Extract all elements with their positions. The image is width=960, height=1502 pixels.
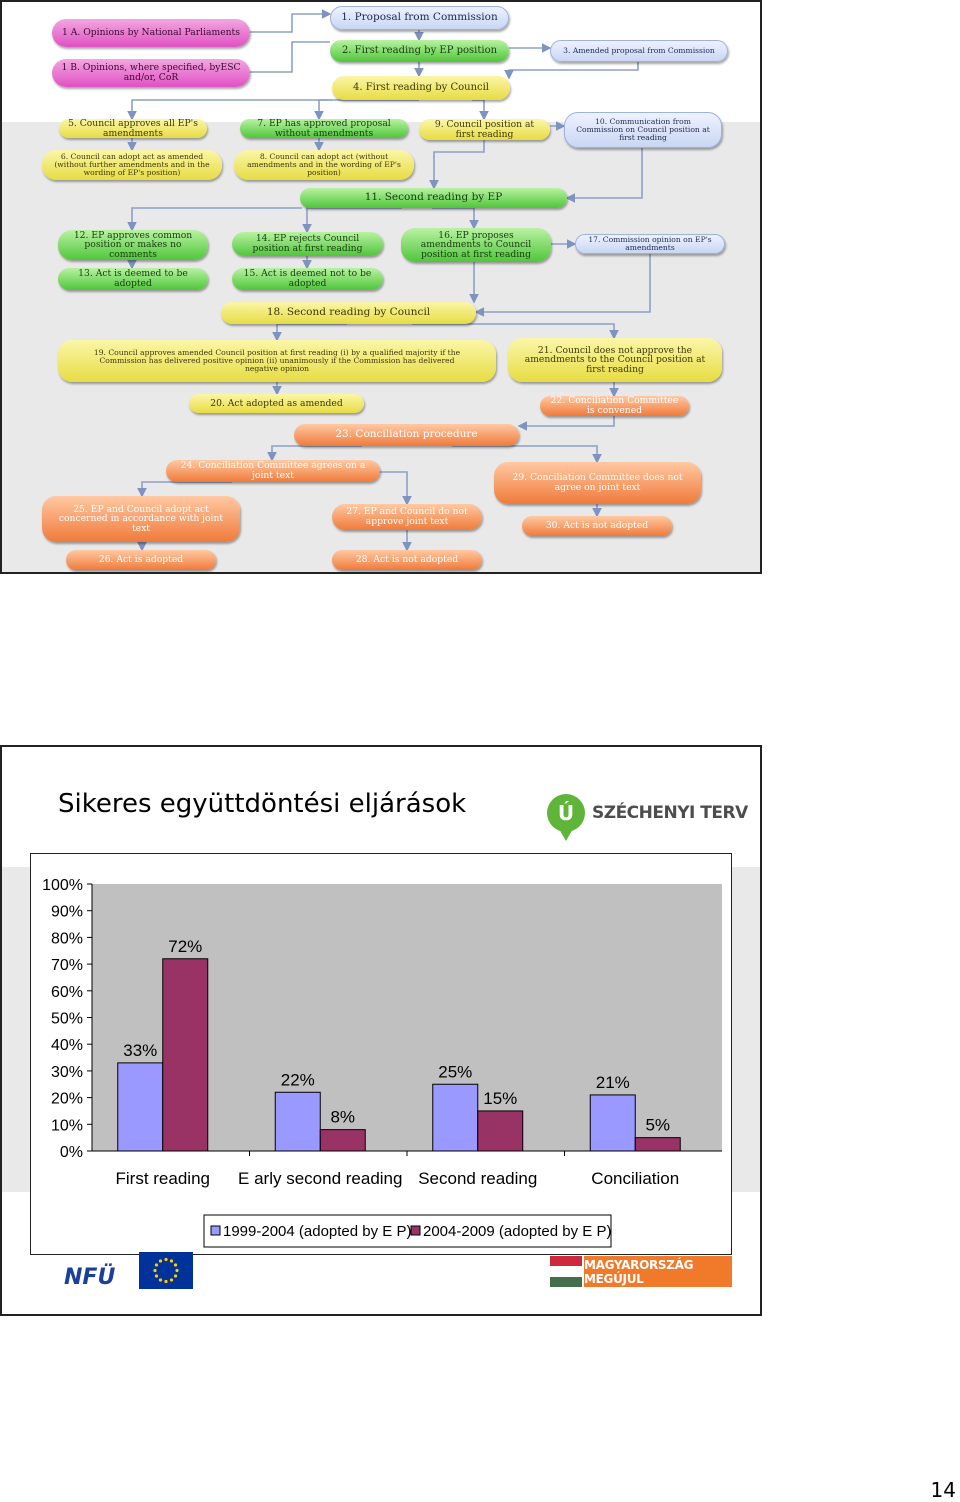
node-18: 18. Second reading by Council <box>221 302 476 324</box>
legend-swatch <box>211 1226 220 1235</box>
node-7: 7. EP has approved proposal without amendments <box>240 119 408 138</box>
node-14: 14. EP rejects Council position at first reading <box>232 232 383 256</box>
y-tick-label: 0% <box>59 1144 83 1161</box>
y-tick-label: 30% <box>50 1063 83 1081</box>
node-24: 24. Conciliation Committee agrees on a joint text <box>166 460 380 482</box>
chart-frame <box>30 853 732 1255</box>
x-category-label: E arly second reading <box>238 1169 403 1188</box>
y-tick-label: 90% <box>50 903 83 921</box>
y-tick-label: 10% <box>50 1117 83 1135</box>
node-9: 9. Council position at first reading <box>419 119 550 140</box>
bar-series2 <box>635 1138 680 1151</box>
bar-series1 <box>118 1063 163 1151</box>
bar-series2 <box>163 959 208 1151</box>
hungarian-flag-icon <box>550 1256 582 1287</box>
node-27: 27. EP and Council do not approve joint text <box>332 504 482 530</box>
node-21: 21. Council does not approve the amendments to the Council position at first reading <box>508 338 722 382</box>
legend-label: 1999-2004 (adopted by E P) <box>223 1223 412 1240</box>
node-30: 30. Act is not adopted <box>522 516 672 536</box>
node-4: 4. First reading by Council <box>332 76 510 100</box>
data-label: 72% <box>168 936 203 956</box>
node-1b: 1 B. Opinions, where specified, byESC and/or, CoR <box>52 59 250 87</box>
x-category-label: Conciliation <box>591 1169 680 1188</box>
node-11: 11. Second reading by EP <box>300 188 567 208</box>
node-3: 3. Amended proposal from Commission <box>550 40 728 62</box>
data-label: 33% <box>123 1040 158 1060</box>
node-5: 5. Council approves all EP's amendments <box>59 119 207 138</box>
eu-flag-icon <box>139 1252 193 1289</box>
chart-slide <box>0 745 762 1316</box>
bar-series1 <box>590 1095 635 1151</box>
magyarorszag-megujul-banner: MAGYARORSZÁG MEGÚJUL <box>584 1256 732 1287</box>
x-category-label: Second reading <box>418 1169 538 1188</box>
y-tick-label: 60% <box>50 983 83 1001</box>
flowchart-slide <box>0 0 762 574</box>
node-28: 28. Act is not adopted <box>332 550 482 570</box>
x-category-label: First reading <box>115 1169 210 1188</box>
node-15: 15. Act is deemed not to be adopted <box>232 268 383 290</box>
szechenyi-logo-icon: Ú <box>547 794 585 832</box>
bar-chart <box>31 854 731 1254</box>
y-tick-label: 80% <box>50 930 83 948</box>
data-label: 25% <box>438 1062 473 1082</box>
data-label: 22% <box>280 1070 315 1090</box>
node-22: 22. Conciliation Committee is convened <box>540 396 689 416</box>
data-label: 15% <box>483 1088 518 1108</box>
bar-series1 <box>275 1092 320 1151</box>
node-16: 16. EP proposes amendments to Council position at first reading <box>401 228 551 262</box>
bar-series2 <box>478 1111 523 1151</box>
bar-series2 <box>320 1130 365 1151</box>
bar-series1 <box>433 1084 478 1151</box>
node-12: 12. EP approves common position or makes no comments <box>58 230 208 260</box>
node-20: 20. Act adopted as amended <box>189 394 364 413</box>
node-23: 23. Conciliation procedure <box>294 424 519 446</box>
y-tick-label: 70% <box>50 957 83 975</box>
node-2: 2. First reading by EP position <box>330 40 509 62</box>
data-label: 5% <box>645 1115 671 1135</box>
node-26: 26. Act is adopted <box>66 550 216 570</box>
node-19: 19. Council approves amended Council position at first reading (i) by a qualified majority if the Commission has delivered positive opinion (ii) unanimously if the Commission has delivered negative opinion <box>58 340 496 382</box>
legend-label: 2004-2009 (adopted by E P) <box>423 1223 612 1240</box>
data-label: 8% <box>330 1107 356 1127</box>
page-number: 14 <box>930 1478 956 1502</box>
legend-swatch <box>411 1226 420 1235</box>
y-tick-label: 20% <box>50 1090 83 1108</box>
node-6: 6. Council can adopt act as amended (without further amendments and in the wording of EP's position) <box>42 150 222 180</box>
node-13: 13. Act is deemed to be adopted <box>58 268 208 290</box>
node-1: 1. Proposal from Commission <box>330 6 509 30</box>
node-29: 29. Conciliation Committee does not agree on joint text <box>494 462 701 504</box>
node-25: 25. EP and Council adopt act concerned in accordance with joint text <box>42 496 240 542</box>
node-8: 8. Council can adopt act (without amendments and in the wording of EP's position) <box>234 150 414 180</box>
node-1a: 1 A. Opinions by National Parliaments <box>52 19 250 47</box>
y-tick-label: 50% <box>50 1010 83 1028</box>
node-17: 17. Commission opinion on EP's amendments <box>575 234 725 254</box>
y-tick-label: 100% <box>42 877 83 894</box>
szechenyi-logo-tail <box>558 827 574 841</box>
slide-title: Sikeres együttdöntési eljárások <box>58 789 467 819</box>
nfu-logo: NFÜ <box>64 1265 116 1290</box>
y-tick-label: 40% <box>50 1037 83 1055</box>
node-10: 10. Communication from Commission on Council position at first reading <box>564 112 722 148</box>
data-label: 21% <box>595 1072 630 1092</box>
szechenyi-brand: SZÉCHENYI TERV <box>592 803 748 823</box>
